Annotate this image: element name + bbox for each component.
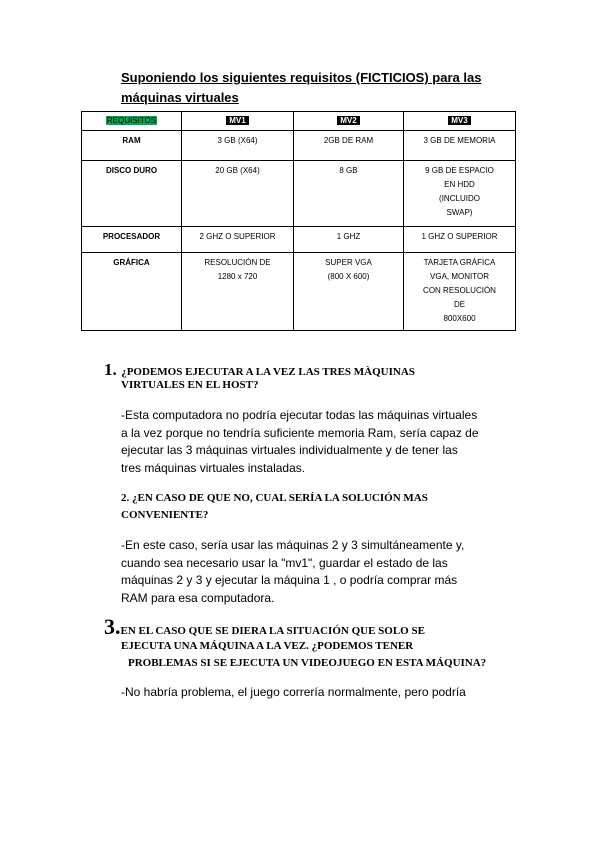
cell-mv3: TARJETA GRÁFICA VGA, MONITOR CON RESOLUCIÓN DE 800X600 xyxy=(404,253,516,331)
cell-mv2: 1 GHZ xyxy=(294,227,404,253)
table-row-ram xyxy=(82,131,516,161)
cell-mv1: 20 GB (X64) xyxy=(182,161,294,227)
question-text-line2: VIRTUALES EN EL HOST? xyxy=(121,379,259,391)
row-label: RAM xyxy=(82,131,182,161)
cell-mv1: 3 GB (X64) xyxy=(182,131,294,161)
row-label: PROCESADOR xyxy=(82,227,182,253)
cell-mv2: 2GB DE RAM xyxy=(294,131,404,161)
row-label: GRÁFICA xyxy=(82,253,182,331)
answer-1: -Esta computadora no podría ejecutar todas las máquinas virtuales a la vez porque no tendría suficiente memoria Ram, sería capaz de ejecutar las 3 máquinas virtuales individualmente y de tener las tres máquinas virtuales instaladas. xyxy=(121,408,479,475)
table-header-row xyxy=(82,112,516,131)
question-text-line2: EJECUTA UNA MÁQUINA A LA VEZ. ¿PODEMOS TENER xyxy=(121,640,414,652)
cell-mv3: 1 GHZ O SUPERIOR xyxy=(404,227,516,253)
cell-mv1: 2 GHZ O SUPERIOR xyxy=(182,227,294,253)
question-3 xyxy=(104,614,564,669)
question-number: 3. xyxy=(104,614,121,639)
question-text-line1: 2. ¿EN CASO DE QUE NO, CUAL SERÍA LA SOLUCIÓN MAS xyxy=(121,492,428,504)
answer-3: -No habría problema, el juego correría normalmente, pero podría xyxy=(121,685,466,699)
question-text-line1: EN EL CASO QUE SE DIERA LA SITUACIÓN QUE SOLO SE xyxy=(120,625,425,637)
answer-2: -En este caso, sería usar las máquinas 2 y 3 simultáneamente y, cuando sea necesario usar la "mv1", guardar el estado de las máquinas 2 y 3 y ejecutar la máquina 1 , o podría comprar más RAM para esa computadora. xyxy=(121,538,465,605)
question-text-line2: CONVENIENTE? xyxy=(121,509,209,521)
table-row-disco-duro xyxy=(82,161,516,227)
question-1 xyxy=(104,360,415,391)
cell-mv2: SUPER VGA (800 X 600) xyxy=(294,253,404,331)
cell-mv1: RESOLUCIÓN DE 1280 x 720 xyxy=(182,253,294,331)
question-number: 1. xyxy=(104,360,117,379)
cell-mv3: 3 GB DE MEMORIA xyxy=(404,131,516,161)
question-text-line3: PROBLEMAS SI SE EJECUTA UN VIDEOJUEGO EN ESTA MÁQUINA? xyxy=(128,657,487,669)
requirements-table xyxy=(81,111,516,331)
document-title: Suponiendo los siguientes requisitos (FICTICIOS) para las máquinas virtuales xyxy=(121,70,482,105)
table-row-procesador xyxy=(82,227,516,253)
table-row-grafica xyxy=(82,253,516,331)
question-2 xyxy=(121,490,541,524)
cell-mv3: 9 GB DE ESPACIO EN HDD (INCLUIDO SWAP) xyxy=(404,161,516,227)
header-mv3: MV3 xyxy=(404,112,516,131)
header-requisitos: REQUISITOS xyxy=(82,112,182,131)
header-mv1: MV1 xyxy=(182,112,294,131)
question-text-line1: ¿PODEMOS EJECUTAR A LA VEZ LAS TRES MÀQUINAS xyxy=(121,366,415,378)
header-mv2: MV2 xyxy=(294,112,404,131)
row-label: DISCO DURO xyxy=(82,161,182,227)
cell-mv2: 8 GB xyxy=(294,161,404,227)
